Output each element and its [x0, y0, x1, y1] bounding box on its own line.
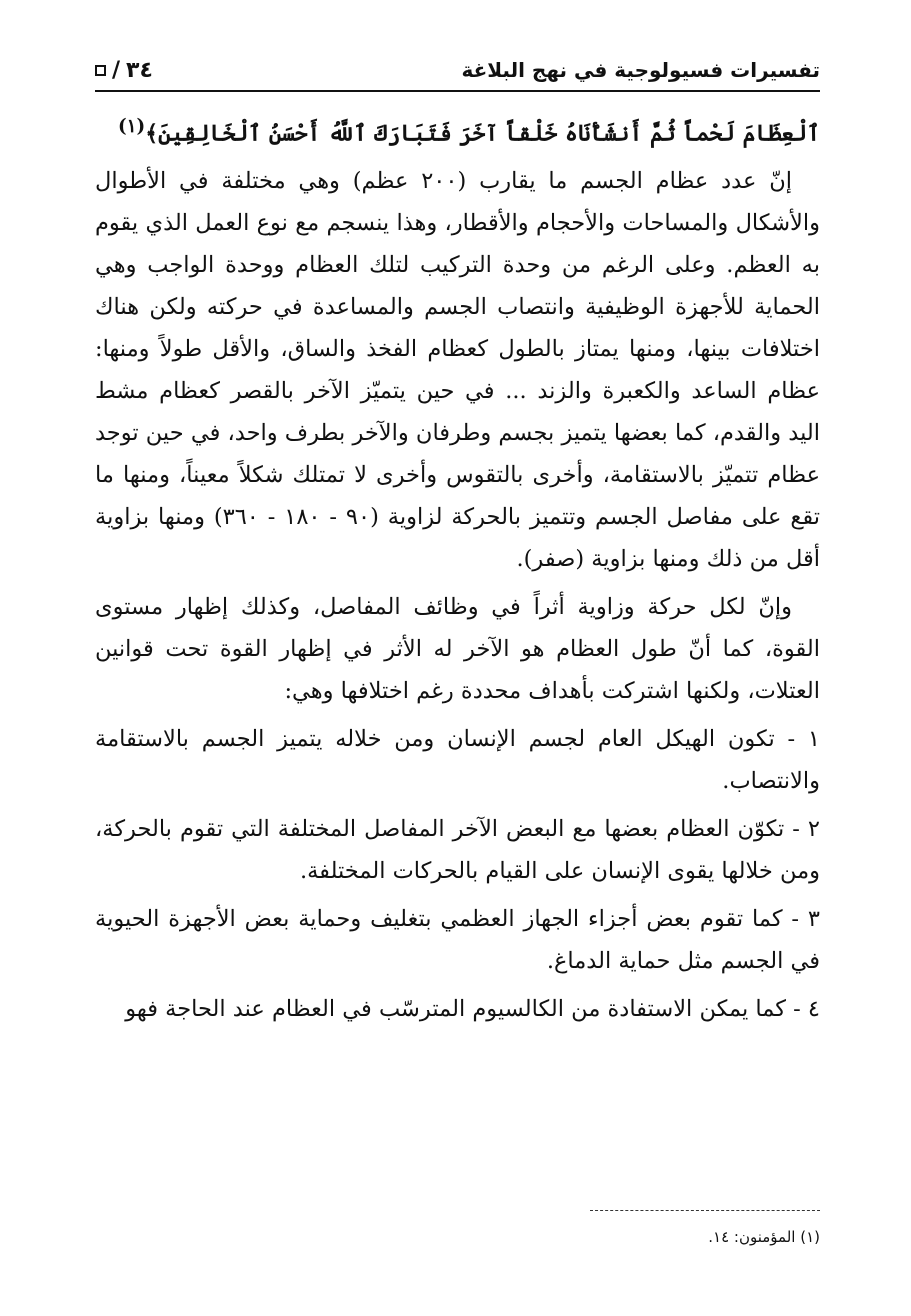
- paragraph-movement: وإنّ لكل حركة وزاوية أثراً في وظائف المفاصل، وكذلك إظهار مستوى القوة، كما أنّ طول العظام هو الآخر له الأثر في إظهار القوة تحت قوانين العتلات، ولكنها اشتركت بأهداف محددة رغم اختلافها وهي:: [95, 594, 820, 705]
- list-item-1: ١ - تكون الهيكل العام لجسم الإنسان ومن خلاله يتميز الجسم بالاستقامة والانتصاب.: [95, 726, 820, 795]
- paragraph-bone-count: إنّ عدد عظام الجسم ما يقارب (٢٠٠ عظم) وهي مختلفة في الأطوال والأشكال والمساحات والأحجام والأقطار، وهذا ينسجم مع نوع العمل الذي يقوم به العظم. وعلى الرغم من وحدة التركيب لتلك العظام ووحدة الواجب وهي الحماية للأجهزة الوظيفية وانتصاب الجسم والمساعدة في حركته ولكن هناك اختلافات بينها، ومنها يمتاز بالطول كعظام الفخذ والساق، والأقل طولاً ومنها: عظام الساعد والكعبرة والزند ... في حين يتميّز الآخر بالقصر كعظام مشط اليد والقدم، كما بعضها يتميز بجسم وطرفان والآخر بطرف واحد، في حين توجد عظام تتميّز بالاستقامة، وأخرى بالتقوس وأخرى لا تمتلك شكلاً معيناً، ومنها ما تقع على مفاصل الجسم وتتميز بالحركة لزاوية (٩٠ - ١٨٠ - ٣٦٠) ومنها بزاوية أقل من ذلك ومنها بزاوية (صفر).: [95, 168, 820, 573]
- list-item-2: ٢ - تكوّن العظام بعضها مع البعض الآخر المفاصل المختلفة التي تقوم بالحركة، ومن خلالها يقوى الإنسان على القيام بالحركات المختلفة.: [95, 816, 820, 885]
- footnote: (١) المؤمنون: ١٤.: [708, 1228, 820, 1246]
- body-text: [95, 106, 820, 1036]
- page-header: [95, 50, 820, 92]
- list-item-3: ٣ - كما تقوم بعض أجزاء الجهاز العظمي بتغليف وحماية بعض الأجهزة الحيوية في الجسم مثل حماية الدماغ.: [95, 906, 820, 975]
- page-number-separator: /: [112, 57, 121, 83]
- list-item-4: ٤ - كما يمكن الاستفادة من الكالسيوم المترسّب في العظام عند الحاجة فهو: [125, 996, 820, 1023]
- quran-verse: [95, 106, 820, 154]
- running-title: تفسيرات فسيولوجية في نهج البلاغة: [461, 58, 820, 82]
- page-number: ٣٤: [126, 57, 153, 83]
- square-ornament-icon: [95, 65, 106, 76]
- page-number-block: [95, 58, 153, 83]
- footnote-ref: (١): [118, 116, 146, 137]
- quran-verse-text: ٱلْعِظَامَ لَحْماً ثُمَّ أَنشَأْنَاهُ خَلْقاً آخَرَ فَتَبَارَكَ ٱللَّهُ أَحْسَنُ ٱلْخَالِقِينَ﴾: [145, 120, 820, 147]
- footnote-separator: [590, 1210, 820, 1211]
